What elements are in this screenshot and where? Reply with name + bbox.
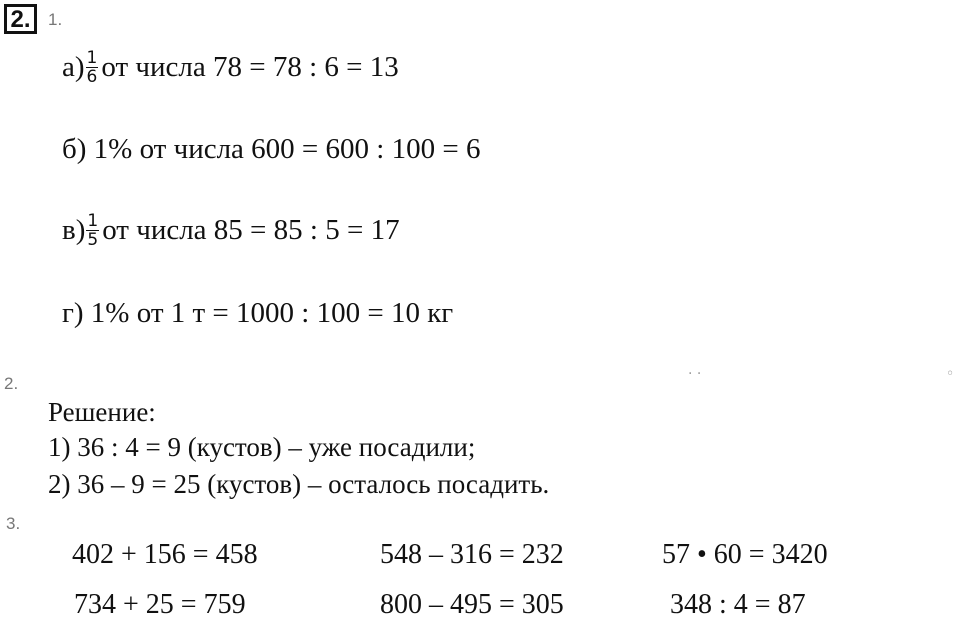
item-d <box>62 296 453 330</box>
scan-artifact: · · <box>688 366 702 382</box>
scan-artifact: ◦ <box>946 366 955 382</box>
equation: 548 – 316 = 232 <box>380 539 564 570</box>
item-b <box>62 132 480 166</box>
task-number-box <box>4 4 37 34</box>
section-2-number: 2. <box>4 374 19 393</box>
fraction-denominator: 5 <box>87 229 99 250</box>
section-3-number: 3. <box>6 514 21 533</box>
fraction-denominator: 6 <box>86 66 98 87</box>
item-d-text: г) 1% от 1 т = 1000 : 100 = 10 кг <box>62 297 454 329</box>
equation: 57 • 60 = 3420 <box>662 539 828 570</box>
section-1-number: 1. <box>48 10 63 29</box>
fraction-one-sixth <box>86 49 99 86</box>
task-number: 2. <box>10 6 31 33</box>
item-a <box>62 47 399 88</box>
equation: 348 : 4 = 87 <box>670 589 806 620</box>
fraction-one-fifth <box>86 212 99 249</box>
equation: 800 – 495 = 305 <box>380 589 564 620</box>
fraction-numerator: 1 <box>86 47 98 68</box>
item-c-prefix: в) <box>62 214 86 246</box>
fraction-numerator: 1 <box>87 210 99 231</box>
equation: 402 + 156 = 458 <box>72 539 258 570</box>
equation: 734 + 25 = 759 <box>74 589 246 620</box>
item-c <box>62 210 400 251</box>
item-c-text: от числа 85 = 85 : 5 = 17 <box>102 214 400 246</box>
item-b-text: б) 1% от числа 600 = 600 : 100 = 6 <box>62 133 481 165</box>
solution-step-1: 1) 36 : 4 = 9 (кустов) – уже посадили; <box>48 432 476 462</box>
solution-step-2: 2) 36 – 9 = 25 (кустов) – осталось посадить. <box>48 469 550 499</box>
item-a-prefix: а) <box>62 51 85 83</box>
solution-title: Решение: <box>48 397 156 427</box>
item-a-text: от числа 78 = 78 : 6 = 13 <box>101 51 399 83</box>
